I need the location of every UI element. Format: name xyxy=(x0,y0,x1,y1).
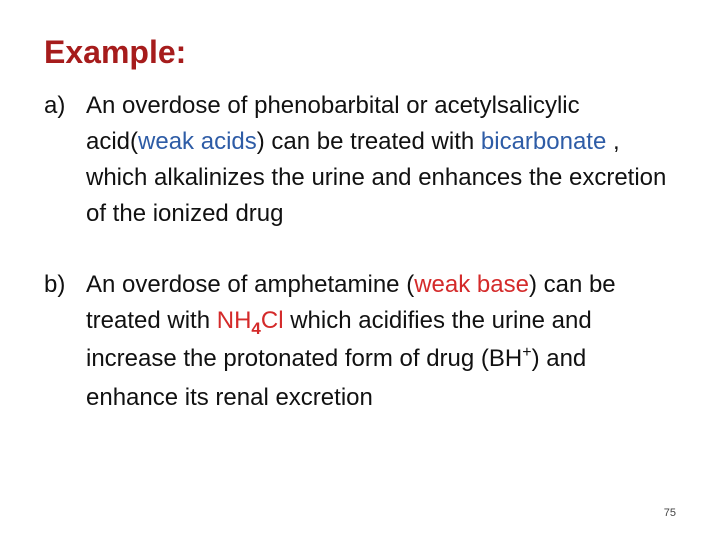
item-b-text-4: ) and enhance its renal excretion xyxy=(86,345,587,411)
list-item-a xyxy=(44,88,684,232)
item-a-text-2: ) can be treated with xyxy=(256,128,481,155)
page-number: 75 xyxy=(663,507,676,519)
item-a-text-3: , which alkalinizes the urine and enhances the excretion of the ionized drug xyxy=(86,128,667,227)
nh4cl-formula xyxy=(216,307,284,338)
item-b-text-3: which acidifies the urine and increase the protonated form of drug (BH xyxy=(86,307,592,372)
nh4cl-cl: Cl xyxy=(260,307,284,334)
list-marker-a: a) xyxy=(44,92,66,119)
weak-base-term: weak base xyxy=(414,271,529,298)
item-b-text: An overdose of amphetamine ( xyxy=(86,271,415,298)
nh4cl-nh: NH xyxy=(216,307,252,334)
list-marker-b: b) xyxy=(44,271,66,298)
slide-title: Example: xyxy=(44,34,187,70)
list-item-b xyxy=(44,267,684,416)
item-b-text-2: ) can be treated with xyxy=(86,271,616,334)
bh-plus-superscript: + xyxy=(522,344,532,361)
bicarbonate-term: bicarbonate xyxy=(480,128,607,155)
item-a-text: An overdose of phenobarbital or acetylsalicylic acid( xyxy=(86,92,580,155)
weak-acids-term: weak acids xyxy=(138,128,257,155)
nh4cl-subscript: 4 xyxy=(251,319,261,338)
